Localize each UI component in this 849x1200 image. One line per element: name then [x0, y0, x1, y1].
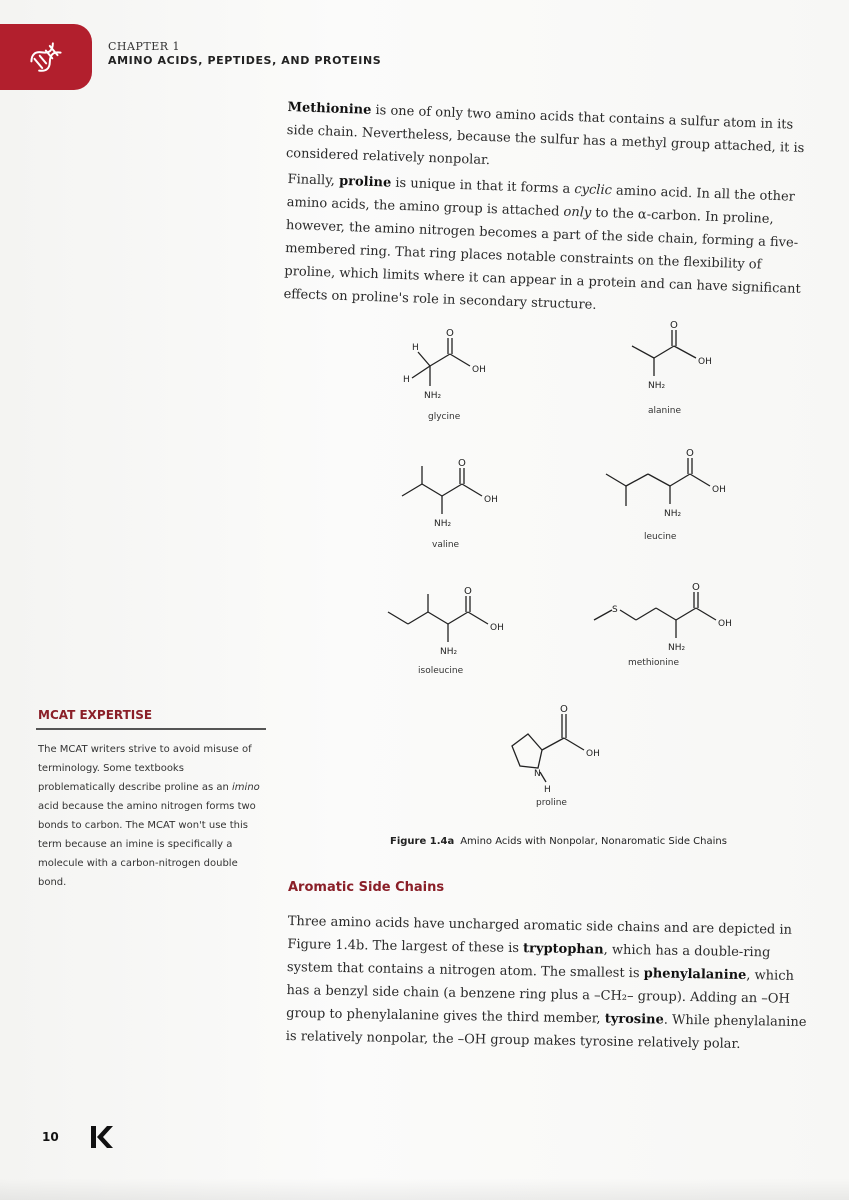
page-number: 10: [42, 1130, 59, 1144]
dna-icon: [28, 39, 64, 75]
term-tryptophan: tryptophan: [522, 941, 604, 958]
sidebar-rule: [36, 728, 266, 730]
aromatic-text-4: . While phenylalanine is relatively nonpolar, the –OH group makes tyrosine relatively polar.: [285, 1012, 807, 1052]
alanine-structure: [628, 318, 738, 398]
aromatic-text-3: , which has a benzyl side chain (a benzene ring plus a –CH₂– group). Adding an –OH group to phenylalanine gives the third member,: [286, 968, 795, 1027]
methionine-oh-label: OH: [718, 619, 732, 629]
leucine-oh-label: OH: [712, 485, 726, 495]
valine-structure: [398, 456, 508, 536]
methionine-o-label: O: [692, 582, 700, 593]
paragraph-proline: [283, 168, 817, 324]
alanine-o-label: O: [670, 320, 678, 331]
molecule-isoleucine: [386, 584, 516, 668]
proline-structure: [500, 700, 620, 796]
page-shadow: [0, 1178, 849, 1200]
alanine-oh-label: OH: [698, 357, 712, 367]
glycine-structure: [396, 326, 506, 406]
aromatic-text-2: , which has a double-ring system that contains a nitrogen atom. The smallest is: [286, 942, 771, 982]
emphasis-imino: imino: [232, 782, 260, 793]
proline-h-label: H: [544, 785, 551, 795]
methionine-nh2-label: NH₂: [668, 643, 686, 653]
chapter-tab: [0, 24, 92, 90]
aromatic-text-1: Three amino acids have uncharged aromatic side chains and are depicted in Figure 1.4b. The largest of these is: [287, 913, 793, 957]
glycine-h2-label: H: [403, 375, 410, 385]
caption-proline: proline: [536, 798, 567, 808]
methionine-s-label: S: [612, 605, 618, 615]
proline-lead: Finally,: [287, 171, 340, 189]
isoleucine-structure: [386, 584, 516, 664]
methionine-structure: [592, 576, 742, 656]
molecule-alanine: [628, 318, 738, 402]
caption-leucine: leucine: [644, 532, 677, 542]
emphasis-cyclic: cyclic: [574, 182, 613, 199]
caption-isoleucine: isoleucine: [418, 666, 464, 676]
term-phenylalanine: phenylalanine: [643, 966, 747, 984]
valine-o-label: O: [458, 458, 466, 469]
proline-text-b: amino acid. In all the other amino acids, the amino group is attached: [286, 183, 796, 220]
sidebar-heading: MCAT EXPERTISE: [38, 708, 153, 722]
kaplan-logo-icon: [88, 1124, 114, 1150]
glycine-nh2-label: NH₂: [424, 391, 442, 401]
molecule-glycine: [396, 326, 506, 410]
glycine-h1-label: H: [412, 343, 419, 353]
term-tyrosine: tyrosine: [604, 1011, 664, 1028]
sidebar-text-b: acid because the amino nitrogen forms two bonds to carbon. The MCAT won't use this term because an imine is specifically a molecule with a carbon-nitrogen double bond.: [38, 801, 256, 888]
emphasis-only: only: [563, 204, 592, 221]
kaplan-logo: [88, 1124, 114, 1154]
figure-caption: [390, 836, 727, 847]
molecule-methionine: [592, 576, 742, 660]
caption-methionine: methionine: [628, 658, 679, 668]
sidebar-text-a: The MCAT writers strive to avoid misuse of terminology. Some textbooks problematically describe proline as an: [38, 744, 252, 793]
alanine-nh2-label: NH₂: [648, 381, 666, 391]
leucine-nh2-label: NH₂: [664, 509, 682, 519]
paragraph-aromatic: [286, 910, 818, 1057]
proline-n-label: N: [534, 769, 541, 779]
section-heading-aromatic: Aromatic Side Chains: [288, 880, 445, 895]
term-proline: proline: [338, 173, 392, 191]
molecule-valine: [398, 456, 508, 540]
caption-alanine: alanine: [648, 406, 681, 416]
glycine-oh-label: OH: [472, 365, 486, 375]
valine-oh-label: OH: [484, 495, 498, 505]
chapter-title: AMINO ACIDS, PEPTIDES, AND PROTEINS: [108, 54, 382, 67]
figure-label: Figure 1.4a: [390, 836, 455, 847]
molecule-leucine: [604, 448, 734, 532]
leucine-o-label: O: [686, 448, 694, 459]
methionine-text: is one of only two amino acids that contains a sulfur atom in its side chain. Nevertheless, because the sulfur has a methyl group attached, it is considered relatively nonpolar.: [285, 102, 805, 169]
proline-text-a: is unique in that it forms a: [390, 175, 575, 198]
proline-oh-label: OH: [586, 749, 600, 759]
leucine-structure: [604, 448, 734, 528]
isoleucine-nh2-label: NH₂: [440, 647, 458, 657]
valine-nh2-label: NH₂: [434, 519, 452, 529]
isoleucine-oh-label: OH: [490, 623, 504, 633]
chapter-label: CHAPTER 1: [108, 40, 180, 53]
sidebar-text: [38, 740, 260, 892]
caption-valine: valine: [432, 540, 460, 550]
figure-caption-text: Amino Acids with Nonpolar, Nonaromatic Side Chains: [460, 836, 727, 847]
proline-o-label: O: [560, 704, 568, 715]
caption-glycine: glycine: [428, 412, 461, 422]
proline-text-c: to the α-carbon. In proline, however, the amino nitrogen becomes a part of the side chain, forming a five-membered ring. That ring places notable constraints on the flexibility of proline, which limits where it can appear in a protein and can have significant effects on proline's role in secondary structure.: [283, 205, 801, 313]
molecule-proline: [500, 700, 620, 800]
isoleucine-o-label: O: [464, 586, 472, 597]
glycine-o-label: O: [446, 328, 454, 339]
term-methionine: Methionine: [287, 99, 372, 118]
